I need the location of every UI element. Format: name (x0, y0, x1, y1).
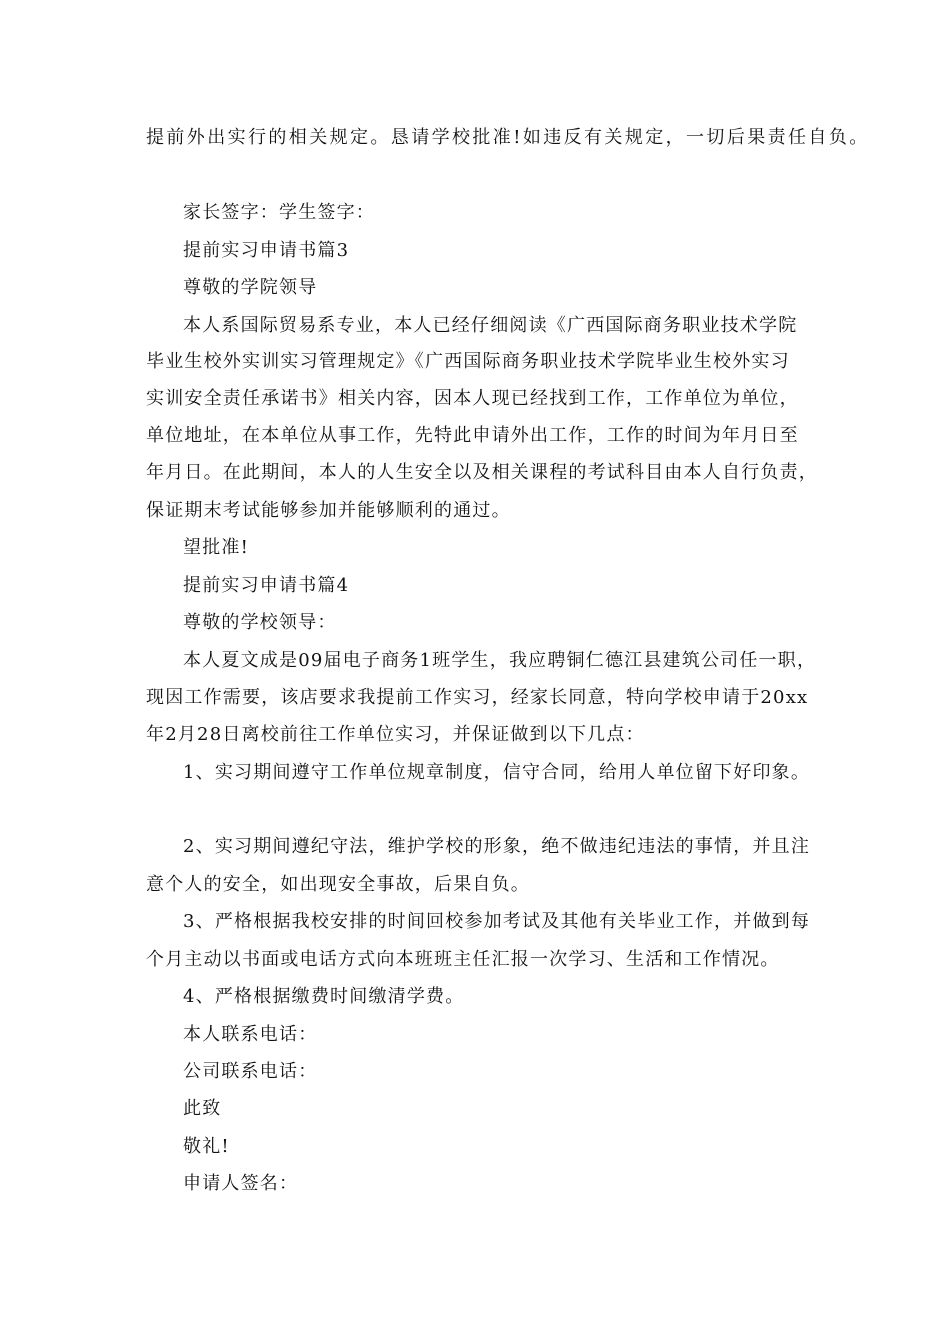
signature-line: 申请人签名： (183, 1173, 299, 1194)
salutation: 尊敬的学校领导： (183, 612, 337, 633)
contact-line: 公司联系电话： (183, 1061, 318, 1082)
paragraph-line: 实训安全责任承诺书》相关内容，因本人现已经找到工作，工作单位为单位， (146, 388, 799, 409)
paragraph-line: 保证期末考试能够参加并能够顺利的通过。 (146, 500, 511, 521)
list-item-continuation: 个月主动以书面或电话方式向本班班主任汇报一次学习、生活和工作情况。 (146, 949, 780, 970)
contact-line: 本人联系电话： (183, 1024, 318, 1045)
signature-line: 家长签字：学生签字： (183, 202, 375, 223)
list-item-continuation: 意个人的安全，如出现安全事故，后果自负。 (146, 874, 530, 895)
section-title: 提前实习申请书篇4 (183, 575, 350, 596)
text-line: 望批准! (183, 537, 250, 558)
salutation: 尊敬的学院领导 (183, 277, 318, 298)
paragraph-line: 年2月28日离校前往工作单位实习，并保证做到以下几点： (146, 724, 645, 745)
list-item: 1、实习期间遵守工作单位规章制度，信守合同，给用人单位留下好印象。 (183, 762, 811, 783)
paragraph-line: 现因工作需要，该店要求我提前工作实习，经家长同意，特向学校申请于20xx (146, 687, 809, 708)
paragraph-line: 本人系国际贸易系专业，本人已经仔细阅读《广西国际商务职业技术学院 (183, 315, 798, 336)
paragraph-line: 年月日。在此期间，本人的人生安全以及相关课程的考试科目由本人自行负责， (146, 462, 818, 483)
closing-line: 此致 (183, 1098, 222, 1119)
list-item: 2、实习期间遵纪守法，维护学校的形象，绝不做违纪违法的事情，并且注 (183, 836, 811, 857)
section-title: 提前实习申请书篇3 (183, 240, 350, 261)
closing-line: 敬礼! (183, 1136, 230, 1157)
paragraph-line: 本人夏文成是09届电子商务1班学生，我应聘铜仁德江县建筑公司任一职， (183, 650, 817, 671)
paragraph-line: 毕业生校外实训实习管理规定》《广西国际商务职业技术学院毕业生校外实习 (146, 351, 790, 372)
list-item: 3、严格根据我校安排的时间回校参加考试及其他有关毕业工作，并做到每 (183, 911, 811, 932)
list-item: 4、严格根据缴费时间缴清学费。 (183, 986, 465, 1007)
text-line: 提前外出实行的相关规定。恳请学校批准!如违反有关规定，一切后果责任自负。 (146, 127, 870, 148)
paragraph-line: 单位地址，在本单位从事工作，先特此申请外出工作，工作的时间为年月日至 (146, 425, 799, 446)
